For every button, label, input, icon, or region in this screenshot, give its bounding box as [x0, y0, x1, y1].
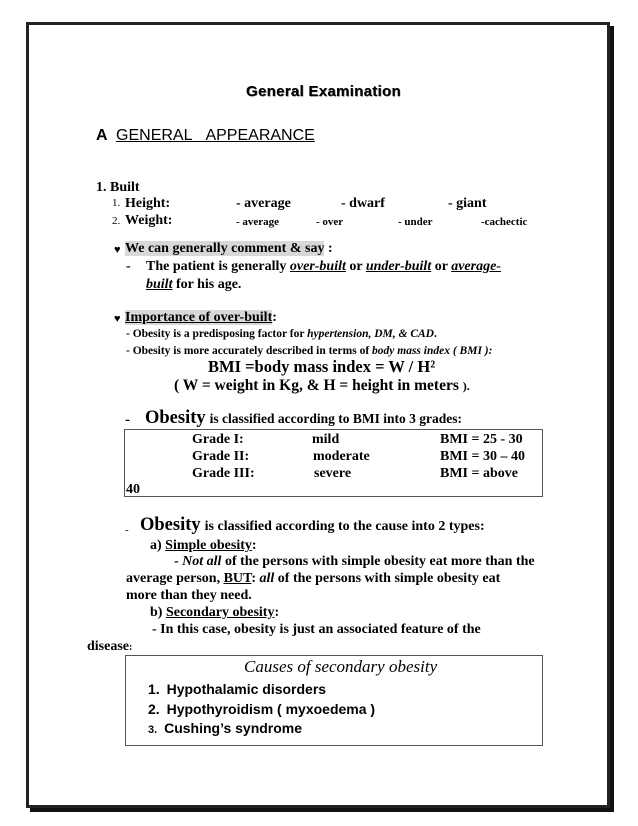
importance-heading-line: [125, 310, 277, 326]
comment-text-pre: The patient is generally: [146, 259, 287, 274]
grade-1-name: Grade I:: [192, 432, 244, 447]
grades-line: [145, 408, 462, 429]
cause-item-number: 2.: [148, 701, 160, 717]
grade-2-level: moderate: [313, 449, 370, 464]
cause-dash: -: [125, 524, 129, 536]
importance-line-1: [126, 328, 437, 340]
height-option-dwarf: - dwarf: [341, 196, 385, 211]
comment-or-2: or: [434, 259, 448, 274]
grade-1-level: mild: [312, 432, 340, 447]
bmi-definition-end: ).: [462, 379, 470, 393]
simple-line-2-end: of the persons with simple obesity eat: [277, 571, 501, 586]
cause-item-text: Cushing’s syndrome: [164, 720, 303, 736]
grade-2-name: Grade II:: [192, 449, 250, 464]
causes-box-title: Causes of secondary obesity: [244, 657, 438, 676]
simple-obesity-name: Simple obesity: [165, 538, 252, 553]
grade-3-bmi: BMI = above: [440, 466, 518, 481]
importance-line-2: [126, 345, 492, 357]
simple-obesity-heading: [150, 538, 257, 554]
simple-line-3: more than they need.: [126, 588, 252, 603]
simple-line-2-text: average person,: [126, 571, 221, 586]
cause-item: [148, 720, 302, 736]
bmi-formula: BMI =body mass index = W / H²: [208, 357, 436, 376]
height-option-giant: - giant: [448, 196, 487, 211]
secondary-obesity-heading: [150, 605, 279, 621]
comment-line-1: [146, 259, 501, 275]
secondary-line-2: [87, 639, 132, 655]
secondary-obesity-label: b): [150, 605, 163, 620]
comment-dash: -: [126, 259, 131, 274]
importance-heading: Importance of over-built: [125, 310, 273, 325]
simple-but-colon: :: [251, 571, 257, 586]
cause-item-number: 1.: [148, 681, 160, 697]
secondary-disease-word: disease: [87, 639, 129, 654]
importance-bmi-term: body mass index ( BMI ):: [372, 345, 493, 357]
weight-num: 2.: [112, 215, 121, 227]
importance-line-1-text: - Obesity is a predisposing factor for: [126, 328, 305, 340]
grade-1-bmi: BMI = 25 - 30: [440, 432, 523, 447]
section-name: GENERAL APPEARANCE: [116, 127, 315, 144]
weight-option-over: - over: [316, 216, 344, 228]
comment-text-post: for his age.: [175, 277, 242, 292]
height-option-average: - average: [236, 196, 291, 211]
cause-item: [148, 701, 375, 717]
term-over-built: over-built: [289, 259, 346, 274]
importance-line-2-text: - Obesity is more accurately described in terms of: [126, 345, 370, 357]
cause-item-number: 3.: [148, 724, 158, 736]
simple-obesity-label: a): [150, 538, 162, 553]
simple-not-all: Not all: [182, 554, 222, 569]
section-letter: A: [96, 127, 108, 144]
simple-line-1-text: of the persons with simple obesity eat more than the: [224, 554, 535, 569]
grade-3-bmi-overflow: 40: [126, 482, 140, 497]
grade-3-name: Grade III:: [192, 466, 255, 481]
importance-risk-factors: hypertension, DM, & CAD: [307, 328, 434, 340]
simple-obesity-colon: :: [251, 538, 257, 553]
simple-but: BUT: [223, 571, 252, 586]
cause-item-text: Hypothalamic disorders: [166, 681, 327, 697]
comment-heading-line: [125, 241, 333, 257]
cause-item: [148, 681, 326, 697]
comment-colon: :: [327, 241, 333, 256]
cause-obesity-word: Obesity: [140, 515, 201, 535]
height-label: Height:: [125, 196, 171, 211]
comment-heading: We can generally comment & say: [125, 241, 325, 256]
comment-line-2: [146, 277, 241, 293]
simple-line-1: [174, 554, 535, 570]
importance-colon: :: [272, 310, 277, 325]
secondary-line-1: - In this case, obesity is just an associated feature of the: [152, 622, 481, 637]
grades-obesity-word: Obesity: [145, 408, 206, 428]
grade-3-level: severe: [314, 466, 352, 481]
weight-label: Weight:: [125, 213, 173, 228]
cause-item-text: Hypothyroidism ( myxoedema ): [166, 701, 376, 717]
section-heading: [96, 127, 315, 145]
weight-option-average: - average: [236, 216, 280, 228]
bmi-definition-line: [174, 377, 470, 395]
comment-or-1: or: [349, 259, 363, 274]
weight-option-cachectic: -cachectic: [481, 216, 528, 228]
term-average-built-part-2: built: [146, 277, 173, 292]
grade-2-bmi: BMI = 30 – 40: [440, 449, 525, 464]
simple-all: all: [259, 571, 275, 586]
term-average-built-part-1: average-: [451, 259, 501, 274]
built-heading: 1. Built: [96, 180, 140, 195]
secondary-obesity-colon: :: [274, 605, 280, 620]
term-under-built: under-built: [365, 259, 432, 274]
cause-line: [140, 515, 485, 536]
secondary-obesity-name: Secondary obesity: [165, 605, 275, 620]
heart-bullet-icon: ♥: [114, 244, 121, 256]
simple-line-2: [126, 571, 500, 587]
secondary-disease-colon: :: [129, 642, 133, 653]
cause-intro-text: is classified according to the cause into 2 types:: [204, 519, 485, 534]
bmi-definition: ( W = weight in Kg, & H = height in meters: [174, 377, 459, 394]
grades-dash: -: [125, 412, 130, 428]
grades-intro-text: is classified according to BMI into 3 grades:: [209, 411, 463, 426]
heart-bullet-icon: ♥: [114, 313, 121, 325]
height-num: 1.: [112, 197, 121, 209]
importance-line-1-end: .: [433, 328, 437, 340]
page-title: General Examination: [246, 83, 401, 100]
weight-option-under: - under: [398, 216, 433, 228]
simple-line-1-dash: -: [174, 554, 183, 569]
